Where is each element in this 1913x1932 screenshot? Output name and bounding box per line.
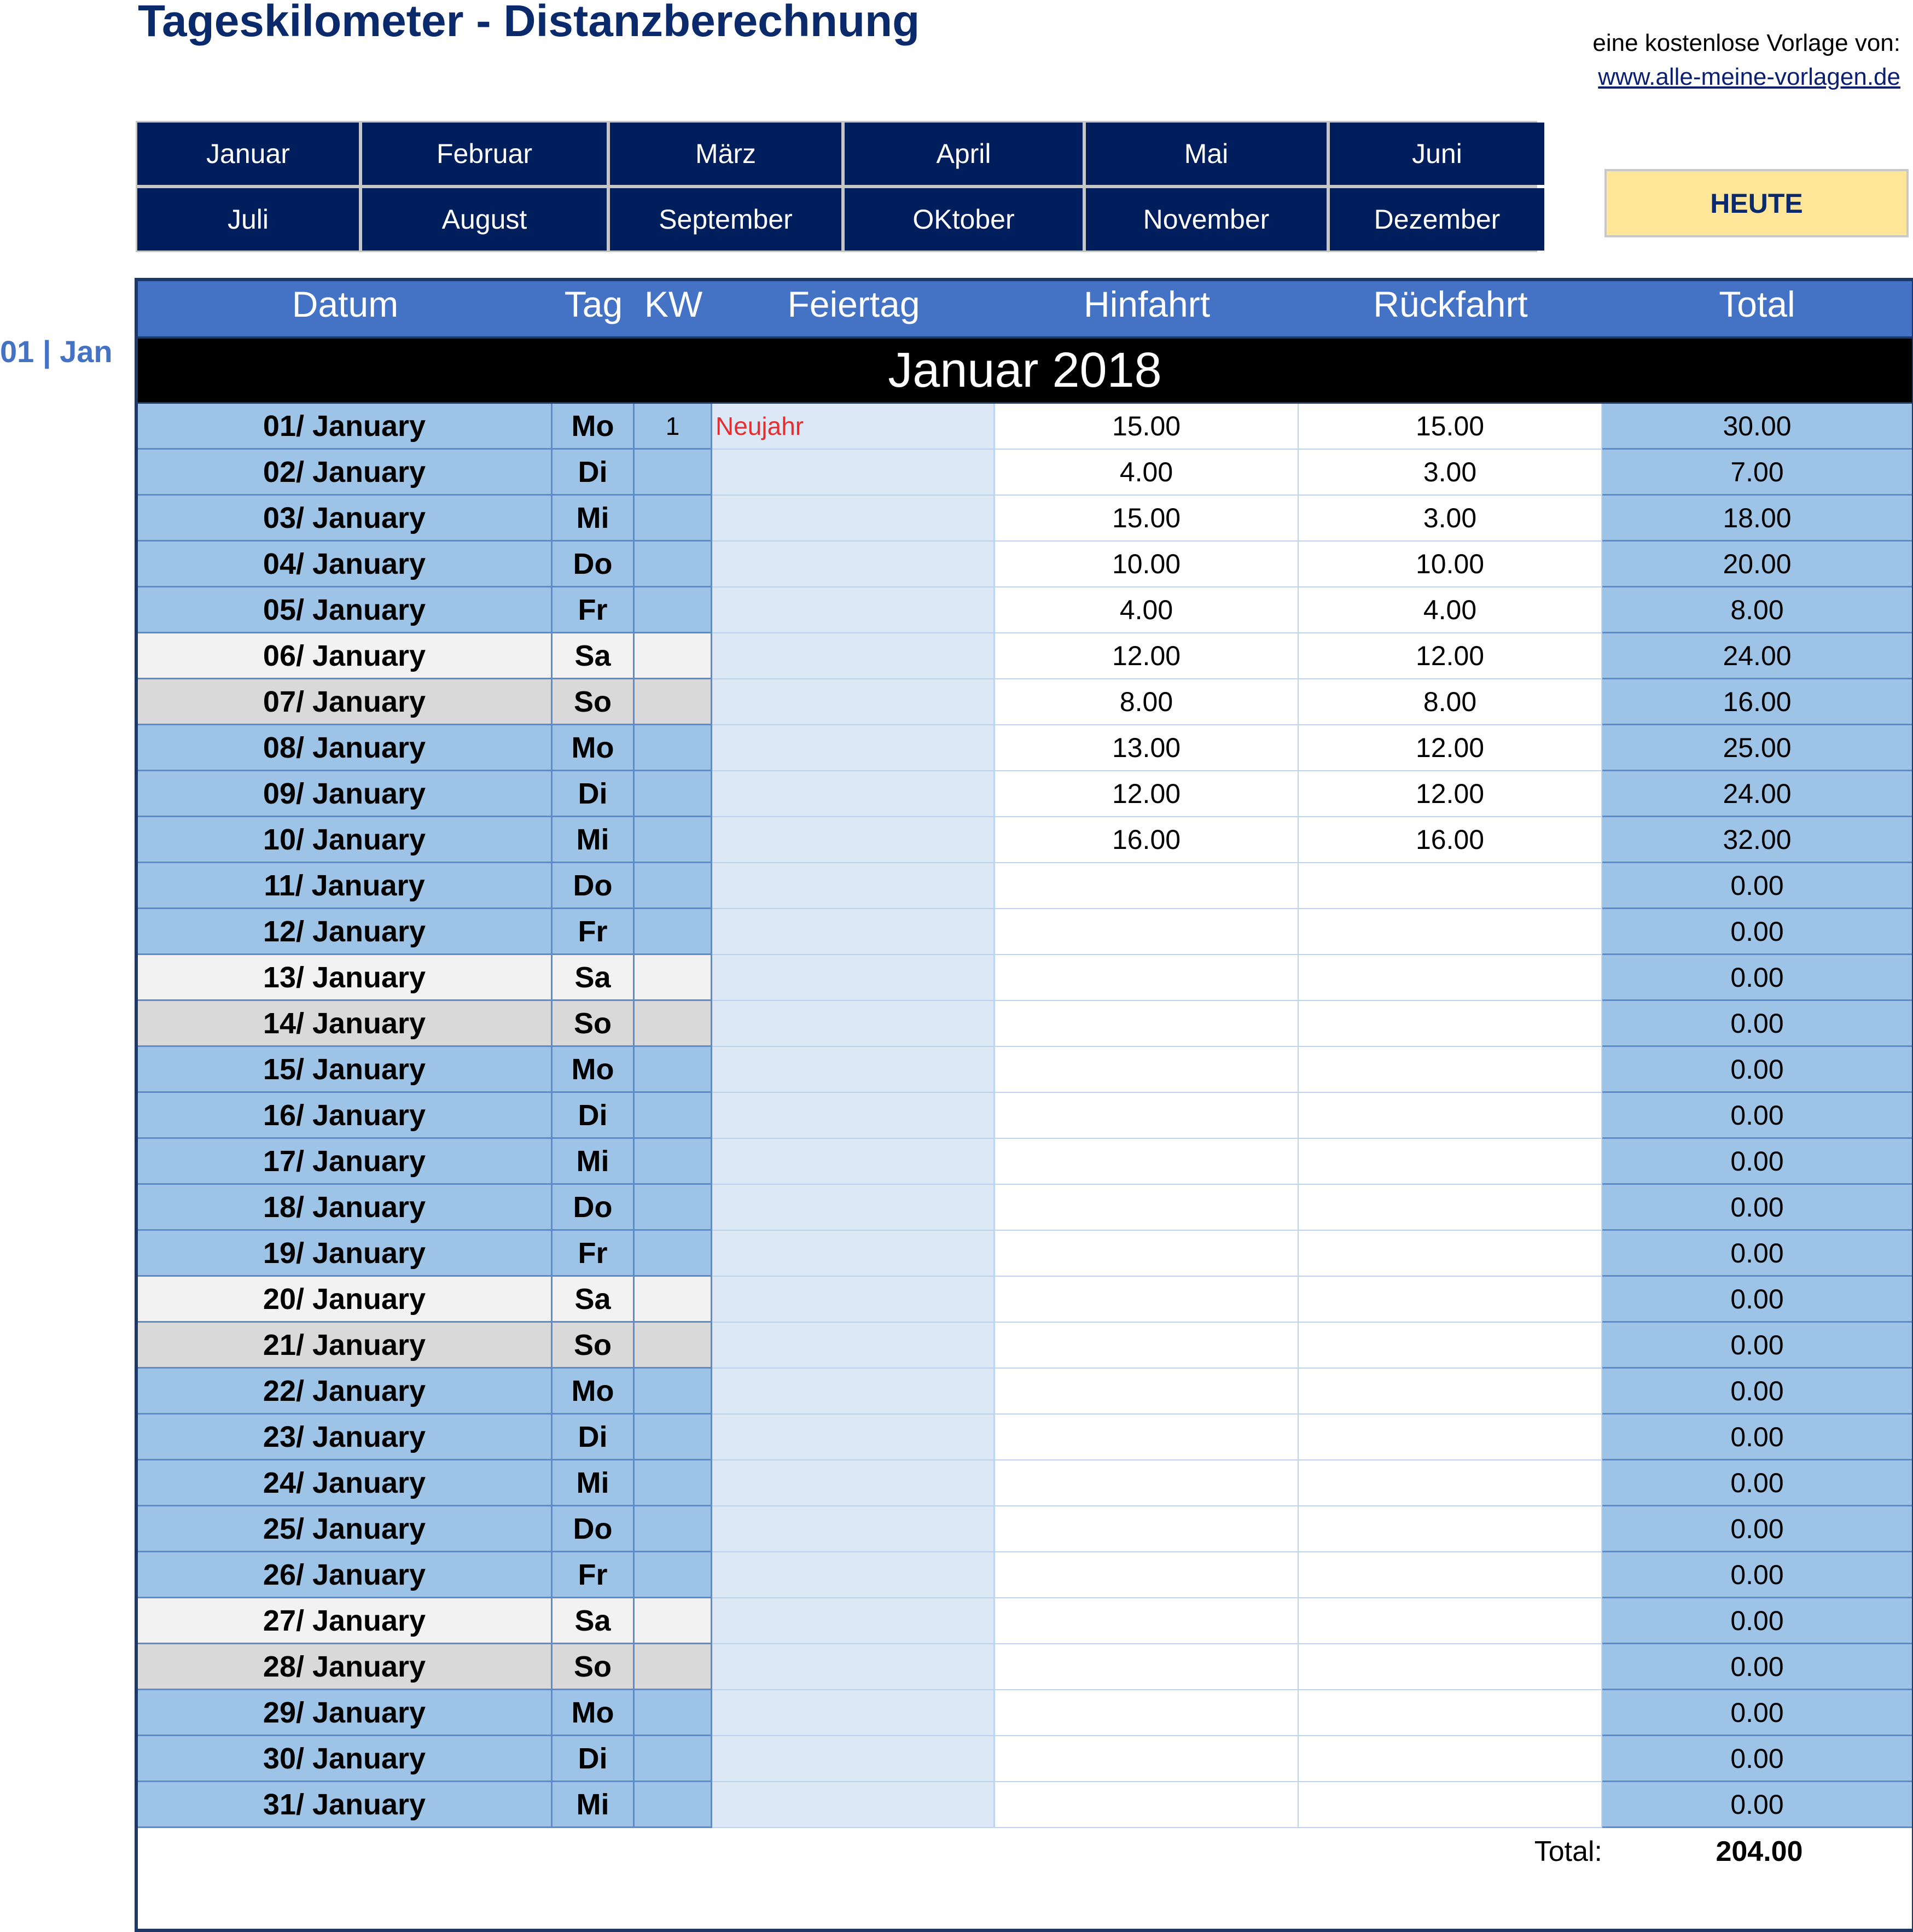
hinfahrt-input[interactable]: 4.00 bbox=[995, 587, 1299, 633]
rueckfahrt-input[interactable] bbox=[1299, 1093, 1602, 1139]
rueckfahrt-input[interactable]: 12.00 bbox=[1299, 725, 1602, 771]
date-cell: 25/ January bbox=[138, 1506, 553, 1552]
hinfahrt-input[interactable]: 13.00 bbox=[995, 725, 1299, 771]
weekday-cell: So bbox=[553, 679, 635, 725]
date-cell: 05/ January bbox=[138, 587, 553, 633]
table-row bbox=[138, 1047, 1912, 1093]
weekday-cell: So bbox=[553, 1001, 635, 1047]
kw-cell bbox=[635, 909, 712, 955]
header-hinfahrt: Hinfahrt bbox=[1083, 284, 1211, 324]
total-cell: 0.00 bbox=[1602, 1782, 1912, 1828]
weekday-cell: Do bbox=[553, 542, 635, 587]
total-cell: 32.00 bbox=[1602, 817, 1912, 863]
hinfahrt-input[interactable] bbox=[995, 909, 1299, 955]
weekday-cell: Sa bbox=[553, 955, 635, 1001]
total-cell: 0.00 bbox=[1602, 1277, 1912, 1323]
date-cell: 11/ January bbox=[138, 863, 553, 909]
hinfahrt-input[interactable] bbox=[995, 1185, 1299, 1231]
kw-cell bbox=[635, 587, 712, 633]
header-tag: Tag bbox=[564, 284, 623, 324]
month-button-september[interactable]: September bbox=[610, 188, 841, 251]
hinfahrt-input[interactable]: 12.00 bbox=[995, 771, 1299, 817]
month-button-dezember[interactable]: Dezember bbox=[1330, 188, 1544, 251]
month-navigation bbox=[136, 121, 1537, 252]
table-row bbox=[138, 1415, 1912, 1460]
weekday-cell: Mi bbox=[553, 1460, 635, 1506]
kw-cell bbox=[635, 1460, 712, 1506]
month-button-februar[interactable]: Februar bbox=[362, 123, 607, 185]
total-cell: 0.00 bbox=[1602, 1093, 1912, 1139]
holiday-cell[interactable] bbox=[712, 1736, 995, 1782]
holiday-cell[interactable] bbox=[712, 1093, 995, 1139]
table-row bbox=[138, 1552, 1912, 1598]
weekday-cell: So bbox=[553, 1323, 635, 1369]
total-cell: 0.00 bbox=[1602, 1644, 1912, 1690]
header-total: Total bbox=[1719, 284, 1795, 324]
date-cell: 16/ January bbox=[138, 1093, 553, 1139]
total-cell: 0.00 bbox=[1602, 1506, 1912, 1552]
table-header bbox=[138, 281, 1912, 339]
kw-cell bbox=[635, 1369, 712, 1415]
holiday-cell[interactable] bbox=[712, 1323, 995, 1369]
table-row bbox=[138, 1598, 1912, 1644]
total-cell: 0.00 bbox=[1602, 863, 1912, 909]
table-row bbox=[138, 771, 1912, 817]
kw-cell bbox=[635, 771, 712, 817]
total-cell: 0.00 bbox=[1602, 1460, 1912, 1506]
rueckfahrt-input[interactable] bbox=[1299, 1001, 1602, 1047]
date-cell: 19/ January bbox=[138, 1231, 553, 1277]
holiday-cell[interactable] bbox=[712, 817, 995, 863]
weekday-cell: Di bbox=[553, 1736, 635, 1782]
kw-cell bbox=[635, 1093, 712, 1139]
total-cell: 0.00 bbox=[1602, 1047, 1912, 1093]
hinfahrt-input[interactable]: 4.00 bbox=[995, 450, 1299, 496]
rueckfahrt-input[interactable] bbox=[1299, 1323, 1602, 1369]
month-button-juli[interactable]: Juli bbox=[137, 188, 359, 251]
weekday-cell: Do bbox=[553, 1185, 635, 1231]
rueckfahrt-input[interactable] bbox=[1299, 863, 1602, 909]
hinfahrt-input[interactable] bbox=[995, 1598, 1299, 1644]
kw-cell bbox=[635, 1001, 712, 1047]
total-cell: 30.00 bbox=[1602, 404, 1912, 450]
table-row bbox=[138, 863, 1912, 909]
holiday-cell[interactable]: Neujahr bbox=[712, 404, 995, 450]
rueckfahrt-input[interactable]: 10.00 bbox=[1299, 542, 1602, 587]
kw-cell bbox=[635, 1552, 712, 1598]
rueckfahrt-input[interactable] bbox=[1299, 1506, 1602, 1552]
month-button-august[interactable]: August bbox=[362, 188, 607, 251]
total-cell: 0.00 bbox=[1602, 1736, 1912, 1782]
kw-cell bbox=[635, 955, 712, 1001]
total-cell: 0.00 bbox=[1602, 1690, 1912, 1736]
date-cell: 27/ January bbox=[138, 1598, 553, 1644]
weekday-cell: Fr bbox=[553, 1552, 635, 1598]
holiday-cell[interactable] bbox=[712, 1047, 995, 1093]
hinfahrt-input[interactable] bbox=[995, 1369, 1299, 1415]
kw-cell bbox=[635, 1598, 712, 1644]
hinfahrt-input[interactable] bbox=[995, 1506, 1299, 1552]
rueckfahrt-input[interactable] bbox=[1299, 1644, 1602, 1690]
rueckfahrt-input[interactable]: 4.00 bbox=[1299, 587, 1602, 633]
holiday-cell[interactable] bbox=[712, 1415, 995, 1460]
kw-cell bbox=[635, 1782, 712, 1828]
date-cell: 23/ January bbox=[138, 1415, 553, 1460]
month-button-mai[interactable]: Mai bbox=[1086, 123, 1327, 185]
table-row bbox=[138, 817, 1912, 863]
kw-cell bbox=[635, 1231, 712, 1277]
holiday-cell[interactable] bbox=[712, 863, 995, 909]
weekday-cell: Do bbox=[553, 863, 635, 909]
date-cell: 30/ January bbox=[138, 1736, 553, 1782]
holiday-cell[interactable] bbox=[712, 909, 995, 955]
holiday-cell[interactable] bbox=[712, 1552, 995, 1598]
month-button-april[interactable]: April bbox=[845, 123, 1083, 185]
kw-cell bbox=[635, 1277, 712, 1323]
table-body bbox=[138, 404, 1912, 1828]
rueckfahrt-input[interactable] bbox=[1299, 1185, 1602, 1231]
credit-text: eine kostenlose Vorlage von: bbox=[1592, 30, 1900, 56]
table-row bbox=[138, 1277, 1912, 1323]
hinfahrt-input[interactable] bbox=[995, 1001, 1299, 1047]
credit-link[interactable]: www.alle-meine-vorlagen.de bbox=[1598, 63, 1900, 90]
date-cell: 22/ January bbox=[138, 1369, 553, 1415]
holiday-cell[interactable] bbox=[712, 725, 995, 771]
weekday-cell: Di bbox=[553, 1093, 635, 1139]
rueckfahrt-input[interactable]: 3.00 bbox=[1299, 496, 1602, 542]
rueckfahrt-input[interactable]: 3.00 bbox=[1299, 450, 1602, 496]
month-button-november[interactable]: November bbox=[1086, 188, 1327, 251]
kw-cell bbox=[635, 1185, 712, 1231]
kw-cell bbox=[635, 1415, 712, 1460]
table-row bbox=[138, 633, 1912, 679]
weekday-cell: Mo bbox=[553, 404, 635, 450]
kw-cell bbox=[635, 450, 712, 496]
date-cell: 09/ January bbox=[138, 771, 553, 817]
hinfahrt-input[interactable] bbox=[995, 1415, 1299, 1460]
table-row bbox=[138, 1736, 1912, 1782]
weekday-cell: Mi bbox=[553, 1782, 635, 1828]
table-footer bbox=[138, 1828, 1912, 1875]
total-cell: 24.00 bbox=[1602, 633, 1912, 679]
weekday-cell: So bbox=[553, 1644, 635, 1690]
table-row bbox=[138, 1001, 1912, 1047]
rueckfahrt-input[interactable] bbox=[1299, 1460, 1602, 1506]
table-row bbox=[138, 587, 1912, 633]
hinfahrt-input[interactable]: 15.00 bbox=[995, 496, 1299, 542]
weekday-cell: Mi bbox=[553, 496, 635, 542]
table-row bbox=[138, 1139, 1912, 1185]
holiday-cell[interactable] bbox=[712, 542, 995, 587]
hinfahrt-input[interactable] bbox=[995, 1323, 1299, 1369]
kw-cell bbox=[635, 496, 712, 542]
hinfahrt-input[interactable] bbox=[995, 1093, 1299, 1139]
rueckfahrt-input[interactable] bbox=[1299, 909, 1602, 955]
rueckfahrt-input[interactable] bbox=[1299, 1598, 1602, 1644]
hinfahrt-input[interactable] bbox=[995, 1644, 1299, 1690]
rueckfahrt-input[interactable] bbox=[1299, 1415, 1602, 1460]
rueckfahrt-input[interactable] bbox=[1299, 1782, 1602, 1828]
hinfahrt-input[interactable]: 16.00 bbox=[995, 817, 1299, 863]
kw-cell bbox=[635, 1047, 712, 1093]
date-cell: 21/ January bbox=[138, 1323, 553, 1369]
table-row bbox=[138, 1690, 1912, 1736]
rueckfahrt-input[interactable] bbox=[1299, 1369, 1602, 1415]
table-row bbox=[138, 1506, 1912, 1552]
weekday-cell: Di bbox=[553, 771, 635, 817]
hinfahrt-input[interactable] bbox=[995, 1736, 1299, 1782]
header-kw: KW bbox=[644, 284, 703, 324]
total-cell: 0.00 bbox=[1602, 1552, 1912, 1598]
date-cell: 15/ January bbox=[138, 1047, 553, 1093]
date-cell: 31/ January bbox=[138, 1782, 553, 1828]
hinfahrt-input[interactable] bbox=[995, 1552, 1299, 1598]
total-cell: 0.00 bbox=[1602, 955, 1912, 1001]
total-cell: 18.00 bbox=[1602, 496, 1912, 542]
table-row bbox=[138, 496, 1912, 542]
holiday-cell[interactable] bbox=[712, 1139, 995, 1185]
total-cell: 0.00 bbox=[1602, 1415, 1912, 1460]
holiday-cell[interactable] bbox=[712, 496, 995, 542]
month-button-januar[interactable]: Januar bbox=[137, 123, 359, 185]
table-row bbox=[138, 1782, 1912, 1828]
month-button-oktober[interactable]: OKtober bbox=[845, 188, 1083, 251]
weekday-cell: Di bbox=[553, 1415, 635, 1460]
total-cell: 20.00 bbox=[1602, 542, 1912, 587]
date-cell: 14/ January bbox=[138, 1001, 553, 1047]
holiday-cell[interactable] bbox=[712, 1001, 995, 1047]
kw-cell bbox=[635, 1736, 712, 1782]
table-row bbox=[138, 679, 1912, 725]
hinfahrt-input[interactable]: 15.00 bbox=[995, 404, 1299, 450]
weekday-cell: Do bbox=[553, 1506, 635, 1552]
date-cell: 07/ January bbox=[138, 679, 553, 725]
hinfahrt-input[interactable] bbox=[995, 1690, 1299, 1736]
hinfahrt-input[interactable] bbox=[995, 863, 1299, 909]
holiday-cell[interactable] bbox=[712, 1506, 995, 1552]
weekday-cell: Sa bbox=[553, 1598, 635, 1644]
hinfahrt-input[interactable] bbox=[995, 1277, 1299, 1323]
rueckfahrt-input[interactable] bbox=[1299, 955, 1602, 1001]
today-button[interactable]: HEUTE bbox=[1604, 169, 1909, 237]
rueckfahrt-input[interactable]: 16.00 bbox=[1299, 817, 1602, 863]
holiday-cell[interactable] bbox=[712, 771, 995, 817]
kw-cell bbox=[635, 1139, 712, 1185]
total-cell: 0.00 bbox=[1602, 909, 1912, 955]
rueckfahrt-input[interactable] bbox=[1299, 1231, 1602, 1277]
total-cell: 25.00 bbox=[1602, 725, 1912, 771]
date-cell: 08/ January bbox=[138, 725, 553, 771]
total-cell: 7.00 bbox=[1602, 450, 1912, 496]
holiday-cell[interactable] bbox=[712, 1460, 995, 1506]
table-row bbox=[138, 1093, 1912, 1139]
credit-block bbox=[1592, 26, 1900, 94]
kw-cell bbox=[635, 542, 712, 587]
table-row bbox=[138, 1369, 1912, 1415]
weekday-cell: Mo bbox=[553, 1369, 635, 1415]
rueckfahrt-input[interactable]: 15.00 bbox=[1299, 404, 1602, 450]
holiday-cell[interactable] bbox=[712, 450, 995, 496]
table-row bbox=[138, 404, 1912, 450]
hinfahrt-input[interactable] bbox=[995, 955, 1299, 1001]
holiday-cell[interactable] bbox=[712, 633, 995, 679]
hinfahrt-input[interactable] bbox=[995, 1460, 1299, 1506]
weekday-cell: Mo bbox=[553, 725, 635, 771]
weekday-cell: Fr bbox=[553, 1231, 635, 1277]
date-cell: 29/ January bbox=[138, 1690, 553, 1736]
date-cell: 28/ January bbox=[138, 1644, 553, 1690]
weekday-cell: Mo bbox=[553, 1690, 635, 1736]
month-button-maerz[interactable]: März bbox=[610, 123, 841, 185]
date-cell: 24/ January bbox=[138, 1460, 553, 1506]
total-cell: 0.00 bbox=[1602, 1323, 1912, 1369]
holiday-cell[interactable] bbox=[712, 1369, 995, 1415]
weekday-cell: Mi bbox=[553, 1139, 635, 1185]
table-row bbox=[138, 909, 1912, 955]
total-cell: 0.00 bbox=[1602, 1598, 1912, 1644]
rueckfahrt-input[interactable] bbox=[1299, 1139, 1602, 1185]
date-cell: 10/ January bbox=[138, 817, 553, 863]
holiday-cell[interactable] bbox=[712, 1782, 995, 1828]
total-value: 204.00 bbox=[1716, 1835, 1803, 1867]
hinfahrt-input[interactable]: 8.00 bbox=[995, 679, 1299, 725]
holiday-cell[interactable] bbox=[712, 1644, 995, 1690]
distance-table bbox=[135, 278, 1913, 1932]
holiday-cell[interactable] bbox=[712, 587, 995, 633]
rueckfahrt-input[interactable]: 12.00 bbox=[1299, 633, 1602, 679]
kw-cell bbox=[635, 679, 712, 725]
rueckfahrt-input[interactable] bbox=[1299, 1277, 1602, 1323]
table-row bbox=[138, 1185, 1912, 1231]
kw-cell bbox=[635, 863, 712, 909]
holiday-cell[interactable] bbox=[712, 679, 995, 725]
hinfahrt-input[interactable] bbox=[995, 1782, 1299, 1828]
table-row bbox=[138, 1644, 1912, 1690]
holiday-cell[interactable] bbox=[712, 1690, 995, 1736]
month-title: Januar 2018 bbox=[138, 339, 1912, 404]
date-cell: 02/ January bbox=[138, 450, 553, 496]
total-cell: 0.00 bbox=[1602, 1231, 1912, 1277]
holiday-cell[interactable] bbox=[712, 1598, 995, 1644]
date-cell: 06/ January bbox=[138, 633, 553, 679]
weekday-cell: Mo bbox=[553, 1047, 635, 1093]
kw-cell bbox=[635, 1690, 712, 1736]
holiday-cell[interactable] bbox=[712, 1277, 995, 1323]
hinfahrt-input[interactable]: 10.00 bbox=[995, 542, 1299, 587]
total-cell: 16.00 bbox=[1602, 679, 1912, 725]
date-cell: 13/ January bbox=[138, 955, 553, 1001]
holiday-cell[interactable] bbox=[712, 1185, 995, 1231]
kw-cell bbox=[635, 1644, 712, 1690]
rueckfahrt-input[interactable] bbox=[1299, 1690, 1602, 1736]
kw-cell bbox=[635, 817, 712, 863]
total-label: Total: bbox=[1534, 1835, 1602, 1867]
total-cell: 0.00 bbox=[1602, 1139, 1912, 1185]
page-title: Tageskilometer - Distanzberechnung bbox=[138, 0, 920, 46]
kw-cell bbox=[635, 1323, 712, 1369]
weekday-cell: Mi bbox=[553, 817, 635, 863]
header-rueckfahrt: Rückfahrt bbox=[1373, 284, 1528, 324]
rueckfahrt-input[interactable] bbox=[1299, 1047, 1602, 1093]
table-row bbox=[138, 1460, 1912, 1506]
table-row bbox=[138, 542, 1912, 587]
rueckfahrt-input[interactable]: 12.00 bbox=[1299, 771, 1602, 817]
table-row bbox=[138, 1231, 1912, 1277]
header-datum: Datum bbox=[292, 284, 399, 324]
weekday-cell: Sa bbox=[553, 633, 635, 679]
date-cell: 26/ January bbox=[138, 1552, 553, 1598]
total-cell: 0.00 bbox=[1602, 1369, 1912, 1415]
holiday-cell[interactable] bbox=[712, 1231, 995, 1277]
hinfahrt-input[interactable]: 12.00 bbox=[995, 633, 1299, 679]
kw-cell: 1 bbox=[635, 404, 712, 450]
weekday-cell: Fr bbox=[553, 909, 635, 955]
hinfahrt-input[interactable] bbox=[995, 1047, 1299, 1093]
date-cell: 03/ January bbox=[138, 496, 553, 542]
rueckfahrt-input[interactable] bbox=[1299, 1736, 1602, 1782]
date-cell: 18/ January bbox=[138, 1185, 553, 1231]
table-row bbox=[138, 450, 1912, 496]
hinfahrt-input[interactable] bbox=[995, 1231, 1299, 1277]
total-cell: 0.00 bbox=[1602, 1185, 1912, 1231]
weekday-cell: Sa bbox=[553, 1277, 635, 1323]
date-cell: 04/ January bbox=[138, 542, 553, 587]
table-row bbox=[138, 955, 1912, 1001]
weekday-cell: Di bbox=[553, 450, 635, 496]
date-cell: 12/ January bbox=[138, 909, 553, 955]
rueckfahrt-input[interactable] bbox=[1299, 1552, 1602, 1598]
kw-cell bbox=[635, 1506, 712, 1552]
header-feiertag: Feiertag bbox=[787, 284, 920, 324]
total-cell: 0.00 bbox=[1602, 1001, 1912, 1047]
holiday-cell[interactable] bbox=[712, 955, 995, 1001]
total-cell: 24.00 bbox=[1602, 771, 1912, 817]
date-cell: 20/ January bbox=[138, 1277, 553, 1323]
month-button-juni[interactable]: Juni bbox=[1330, 123, 1544, 185]
table-row bbox=[138, 725, 1912, 771]
kw-cell bbox=[635, 633, 712, 679]
total-cell: 8.00 bbox=[1602, 587, 1912, 633]
date-cell: 01/ January bbox=[138, 404, 553, 450]
hinfahrt-input[interactable] bbox=[995, 1139, 1299, 1185]
month-side-label: 01 | Jan bbox=[0, 334, 113, 369]
weekday-cell: Fr bbox=[553, 587, 635, 633]
table-row bbox=[138, 1323, 1912, 1369]
date-cell: 17/ January bbox=[138, 1139, 553, 1185]
rueckfahrt-input[interactable]: 8.00 bbox=[1299, 679, 1602, 725]
kw-cell bbox=[635, 725, 712, 771]
